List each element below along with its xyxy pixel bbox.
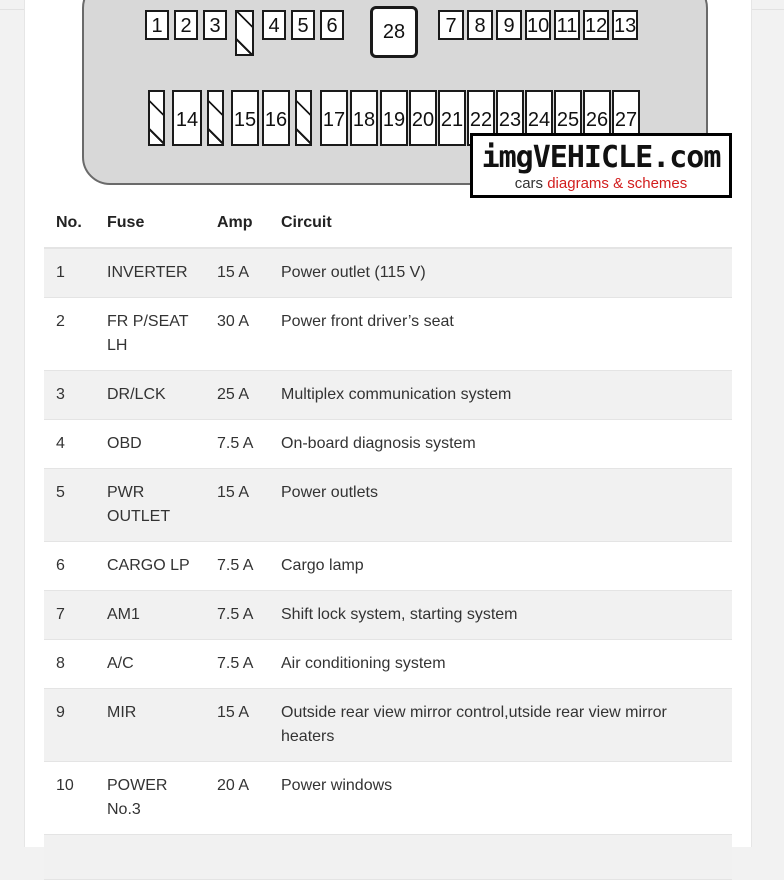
fuse-slot-10: 10 [525,10,551,40]
cell-fuse: FR P/SEAT LH [95,298,205,371]
table-row [44,640,732,689]
cell-amp: 7.5 A [205,640,269,689]
cell-circuit: On-board diagnosis system [269,420,732,469]
cell-fuse: MIR [95,689,205,762]
fuse-slot-24: 24 [525,90,553,146]
cell-fuse: A/C [95,640,205,689]
fuse-slot-spare-c [295,90,312,146]
table-row [44,420,732,469]
fuse-table [44,199,732,880]
header-fuse: Fuse [95,199,205,248]
table-header-row [44,199,732,248]
fuse-slot-19: 19 [380,90,408,146]
table-row [44,689,732,762]
fuse-slot-8: 8 [467,10,493,40]
cell-no: 6 [44,542,95,591]
cell-circuit: Cargo lamp [269,542,732,591]
cell-circuit: Multiplex communication system [269,371,732,420]
cell-circuit: Air conditioning system [269,640,732,689]
cell-fuse: AM1 [95,591,205,640]
cell-amp: 15 A [205,689,269,762]
fuse-slot-spare-top [235,10,254,56]
cell-amp: 7.5 A [205,591,269,640]
fuse-slot-27: 27 [612,90,640,146]
cell-circuit: Power windows [269,762,732,835]
table-row-partial [44,835,732,880]
watermark-brand: imgVEHICLE.com [481,140,721,175]
cell-no: 1 [44,248,95,298]
fuse-slot-21: 21 [438,90,466,146]
cell-circuit: Power front driver’s seat [269,298,732,371]
cell-fuse: DR/LCK [95,371,205,420]
watermark-tagline-prefix: cars [514,175,544,192]
header-no: No. [44,199,95,248]
fuse-slot-17: 17 [320,90,348,146]
fuse-slot-18: 18 [350,90,378,146]
fuse-slot-4: 4 [262,10,286,40]
fuse-slot-20: 20 [409,90,437,146]
fuse-slot-6: 6 [320,10,344,40]
fuse-slot-5: 5 [291,10,315,40]
fuse-slot-3: 3 [203,10,227,40]
cell-fuse: OBD [95,420,205,469]
fuse-slot-11: 11 [554,10,580,40]
cell-amp: 15 A [205,469,269,542]
fuse-slot-14: 14 [172,90,202,146]
table-row [44,762,732,835]
table-row [44,542,732,591]
cell-no: 3 [44,371,95,420]
watermark-logo [470,133,732,198]
fuse-slot-16: 16 [262,90,290,146]
fuse-slot-26: 26 [583,90,611,146]
fuse-slot-25: 25 [554,90,582,146]
fuse-slot-9: 9 [496,10,522,40]
cell-amp: 7.5 A [205,542,269,591]
cell-amp: 30 A [205,298,269,371]
table-row [44,371,732,420]
cell-no: 8 [44,640,95,689]
cell-fuse: POWER No.3 [95,762,205,835]
fuse-slot-22: 22 [467,90,495,146]
table-row [44,248,732,298]
fuse-slot-13: 13 [612,10,638,40]
watermark-tagline [473,175,729,193]
table-row [44,298,732,371]
fuse-slot-spare-a [148,90,165,146]
cell-amp: 20 A [205,762,269,835]
cell-no: 9 [44,689,95,762]
cell-amp: 15 A [205,248,269,298]
fuse-slot-spare-b [207,90,224,146]
fuse-slot-2: 2 [174,10,198,40]
cell-fuse: PWR OUTLET [95,469,205,542]
watermark-tagline-accent: diagrams & schemes [547,175,688,192]
table-row [44,591,732,640]
cell-no: 10 [44,762,95,835]
header-circuit: Circuit [269,199,732,248]
cell-fuse: CARGO LP [95,542,205,591]
fuse-slot-1: 1 [145,10,169,40]
fuse-slot-7: 7 [438,10,464,40]
cell-fuse: INVERTER [95,248,205,298]
cell-no: 4 [44,420,95,469]
cell-circuit: Outside rear view mirror control,utside rear view mirror heaters [269,689,732,762]
cell-amp: 7.5 A [205,420,269,469]
table-row [44,469,732,542]
cell-no: 2 [44,298,95,371]
fuse-slot-23: 23 [496,90,524,146]
cell-no: 5 [44,469,95,542]
fuse-slot-15: 15 [231,90,259,146]
header-amp: Amp [205,199,269,248]
cell-circuit: Power outlets [269,469,732,542]
cell-circuit: Shift lock system, starting system [269,591,732,640]
cell-no: 7 [44,591,95,640]
cell-circuit: Power outlet (115 V) [269,248,732,298]
cell-amp: 25 A [205,371,269,420]
fuse-slot-12: 12 [583,10,609,40]
fuse-slot-28: 28 [370,6,418,58]
